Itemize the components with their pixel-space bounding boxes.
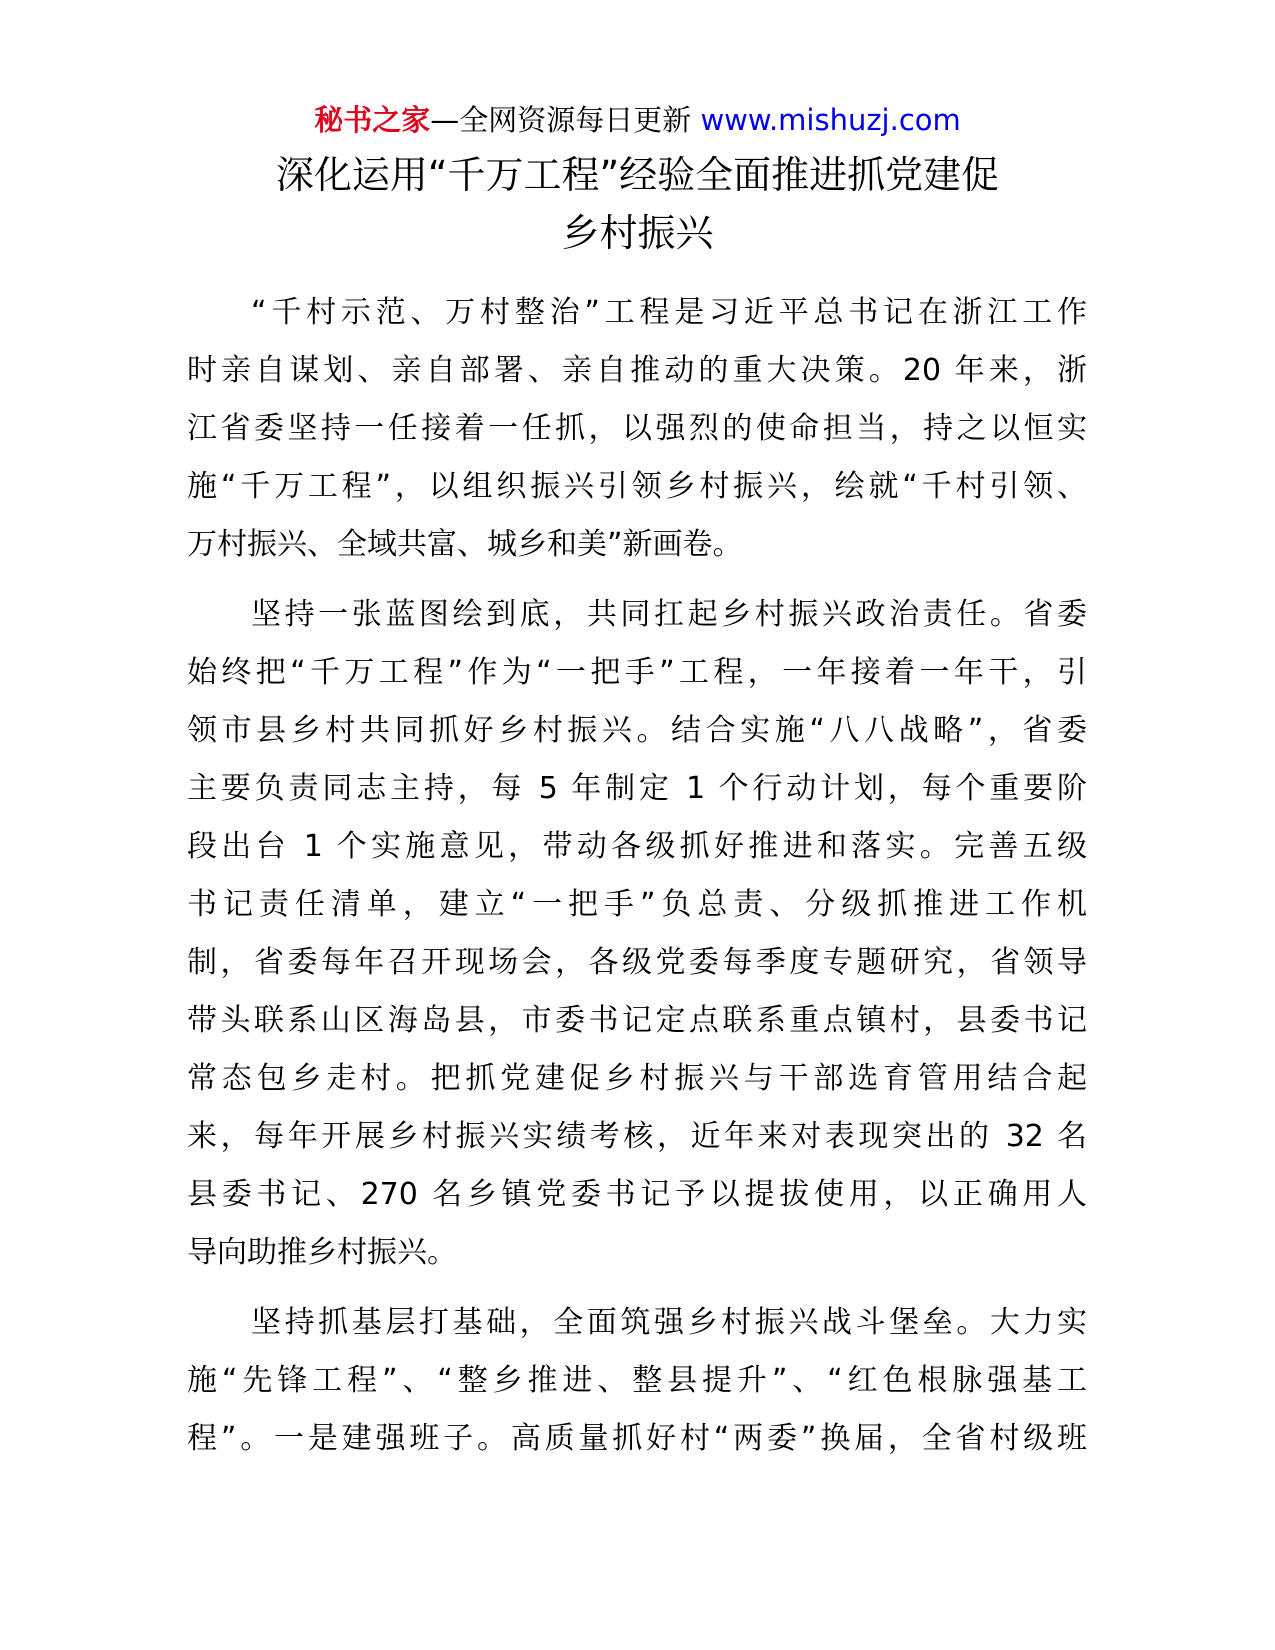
text-line: 江省委坚持一任接着一任抓，以强烈的使命担当，持之以恒实	[187, 411, 1087, 446]
text-line: 制，省委每年召开现场会，各级党委每季度专题研究，省领导	[187, 945, 1087, 980]
text-line: 始终把“千万工程”作为“一把手”工程，一年接着一年干，引	[187, 655, 1087, 690]
text-line: 常态包乡走村。把抓党建促乡村振兴与干部选育管用结合起	[187, 1061, 1087, 1096]
document-title-line: 乡村振兴	[561, 211, 714, 255]
text-line: 来，每年开展乡村振兴实绩考核，近年来对表现突出的 32 名	[187, 1119, 1087, 1154]
text-line: 施“千万工程”，以组织振兴引领乡村振兴，绘就“千村引领、	[187, 469, 1087, 504]
text-line: 带头联系山区海岛县，市委书记定点联系重点镇村，县委书记	[187, 1003, 1087, 1038]
paragraph-2	[187, 586, 1087, 1282]
paragraph-3	[187, 1294, 1087, 1468]
site-header	[0, 100, 1275, 140]
text-line: 施“先锋工程”、“整乡推进、整县提升”、“红色根脉强基工	[187, 1363, 1087, 1398]
text-line: 万村振兴、全域共富、城乡和美”新画卷。	[187, 527, 743, 562]
text-line: 段出台 1 个实施意见，带动各级抓好推进和落实。完善五级	[187, 829, 1087, 864]
paragraph-1	[187, 284, 1087, 574]
text-line: 导向助推乡村振兴。	[187, 1235, 457, 1270]
site-tagline: —全网资源每日更新	[430, 103, 701, 137]
text-line: 主要负责同志主持，每 5 年制定 1 个行动计划，每个重要阶	[187, 771, 1087, 806]
document-title-line: 深化运用“千万工程”经验全面推进抓党建促	[275, 153, 1000, 197]
text-line: “千村示范、万村整治”工程是习近平总书记在浙江工作	[251, 295, 1087, 330]
site-url-link[interactable]: www.mishuzj.com	[700, 103, 961, 137]
text-line: 领市县乡村共同抓好乡村振兴。结合实施“八八战略”，省委	[187, 713, 1087, 748]
text-line: 县委书记、270 名乡镇党委书记予以提拔使用，以正确用人	[187, 1177, 1087, 1212]
document-title	[185, 146, 1090, 262]
document-body	[187, 284, 1087, 1468]
text-line: 时亲自谋划、亲自部署、亲自推动的重大决策。20 年来，浙	[187, 353, 1087, 388]
text-line: 坚持一张蓝图绘到底，共同扛起乡村振兴政治责任。省委	[251, 597, 1087, 632]
text-line: 程”。一是建强班子。高质量抓好村“两委”换届，全省村级班	[187, 1421, 1087, 1456]
text-line: 坚持抓基层打基础，全面筑强乡村振兴战斗堡垒。大力实	[251, 1305, 1087, 1340]
text-line: 书记责任清单，建立“一把手”负总责、分级抓推进工作机	[187, 887, 1087, 922]
site-brand: 秘书之家	[314, 103, 431, 137]
